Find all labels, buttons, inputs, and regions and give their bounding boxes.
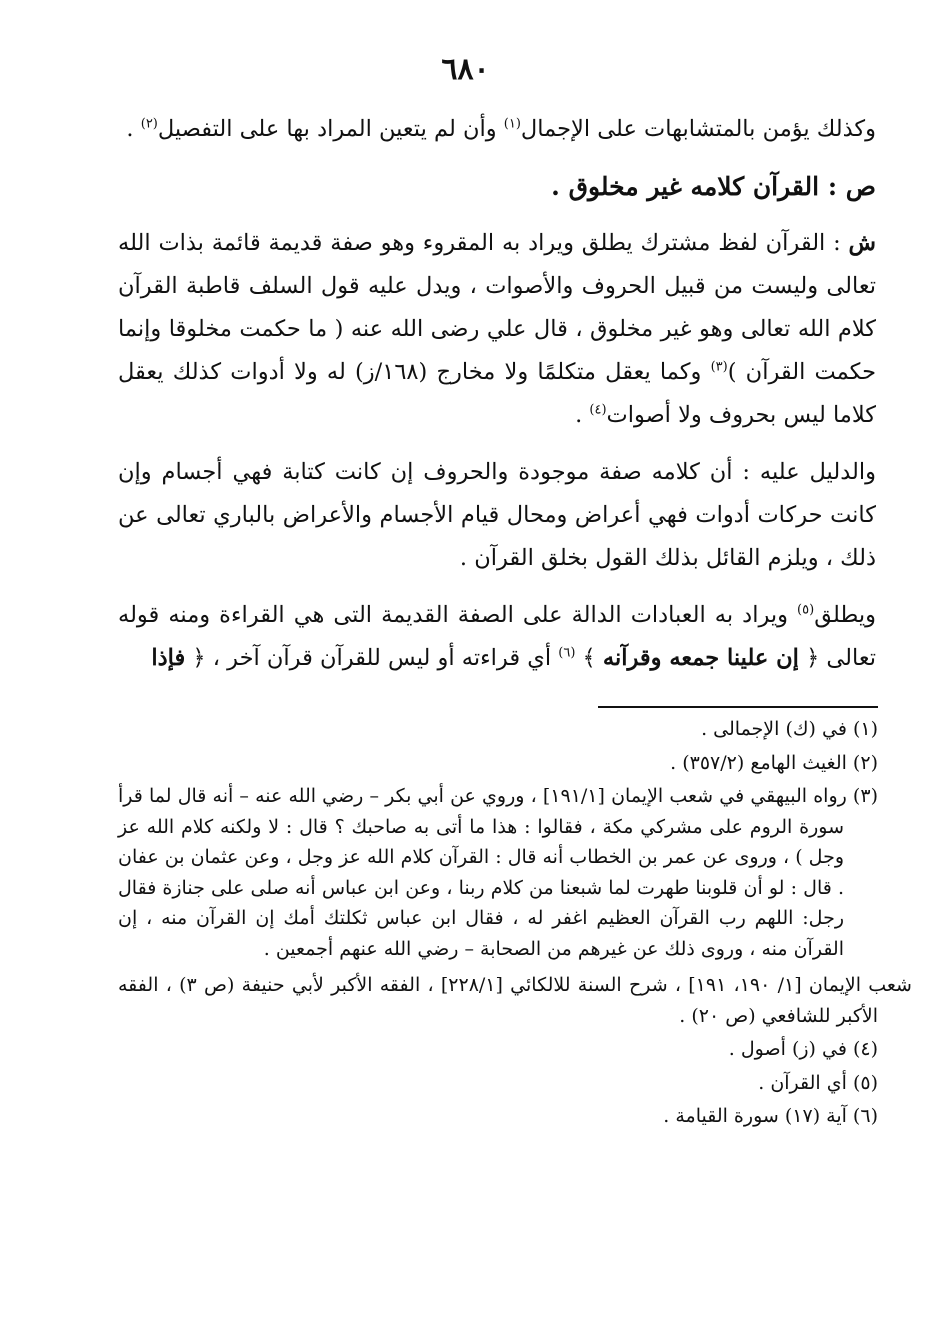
text-run: وكذلك يؤمن بالمتشابهات على الإجمال <box>520 116 876 142</box>
footnote-1: (١) في (ك) الإجمالى . <box>701 718 878 740</box>
commentary-marker: ش <box>848 230 876 256</box>
text-run: . <box>575 402 590 428</box>
footnote-2: (٢) الغيث الهامع (٣٥٧/٢) . <box>670 751 878 774</box>
paragraph-ambiguous-verses <box>118 108 876 151</box>
paragraph-evidence: والدليل عليه : أن كلامه صفة موجودة والحروف إن كانت كتابة فهي أجسام وإن كانت حركات أدوات فهي أعراض ومحال قيام الأجسام والأعراض بالباري تعالى عن ذلك ، ويلزم القائل بذلك القول بخلق القرآن . <box>118 459 876 571</box>
section-heading: ص : القرآن كلامه غير مخلوق . <box>551 172 876 201</box>
paragraph-recitation <box>118 594 876 680</box>
footnote-divider <box>598 706 878 708</box>
quran-verse: فإذا <box>151 645 186 671</box>
footnote-ref[interactable]: (٦) <box>558 645 576 661</box>
footnote-ref[interactable]: (٥) <box>797 602 815 618</box>
footnotes-section <box>118 714 912 1135</box>
footnote-ref[interactable]: (٤) <box>589 402 607 418</box>
text-run: : القرآن لفظ مشترك يطلق ويراد به المقروء وهو صفة قديمة قائمة بذات الله تعالى وليست من قبيل الحروف والأصوات ، ويدل عليه قول السلف قاطبة القرآن كلام الله تعالى وهو غير مخلوق ، قال علي رضى الله عنه ( ما حكمت مخلوقا وإنما حكمت القرآن ) <box>118 230 876 385</box>
text-run: أي قراءته أو ليس للقرآن قرآن آخر ، ﴿ <box>185 645 559 671</box>
footnote-4: (٤) في (ز) أصول . <box>728 1038 878 1060</box>
text-run: ويراد به العبادات الدالة على الصفة القديمة التى هي القراءة ومنه قوله تعالى ﴿ <box>118 602 876 671</box>
text-run: ﴾ <box>575 645 603 671</box>
text-run: ويطلق <box>814 602 876 628</box>
footnote-3: (٣) رواه البيهقي في شعب الإيمان [١٩١/١] ، وروي عن أبي بكر – رضي الله عنه – أنه قال لما قرأ سورة الروم على مشركي مكة ، فقالوا : هذا ما أتى به صاحبك ؟ قال : لا ولكنه كلام الله عز وجل ) ، وروى عن عمر بن الخطاب أنه قال : القرآن كلام الله عز وجل ، وعن عثمان بن عفان . قال : لو أن قلوبنا طهرت لما شبعنا من كلام ربنا ، وعن ابن عباس أنه صلى على جنازة فقال رجل: اللهم رب القرآن العظيم اغفر له ، فقال ابن عباس ثكلتك أمك إن القرآن منه ، إن القرآن منه ، وروى ذلك عن غيرهم من الصحابة – رضي الله عنهم أجمعين . <box>118 785 878 960</box>
page-number: ٦٨٠ <box>441 52 490 87</box>
footnote-ref[interactable]: (٣) <box>710 359 728 375</box>
footnote-6: (٦) آية (١٧) سورة القيامة . <box>663 1105 878 1127</box>
footnote-3-continued: شعب الإيمان [١/ ١٩٠، ١٩١] ، شرح السنة للالكائي [٢٢٨/١] ، الفقه الأكبر لأبي حنيفة (ص ٣) ، الفقه الأكبر للشافعي (ص ٢٠) . <box>118 974 912 1027</box>
quran-verse: إن علينا جمعه وقرآنه <box>602 645 799 671</box>
footnote-ref[interactable]: (١) <box>503 116 521 132</box>
text-run: وأن لم يتعين المراد بها على التفصيل <box>157 116 504 142</box>
text-run: وكما يعقل متكلمًا ولا مخارج (١٦٨/ز) له ولا أدوات كذلك يعقل كلاما ليس بحروف ولا أصوات <box>118 359 876 428</box>
text-run: . <box>126 116 141 142</box>
footnote-5: (٥) أي القرآن . <box>758 1071 878 1094</box>
paragraph-commentary <box>118 222 876 437</box>
main-text <box>118 108 876 680</box>
footnote-ref[interactable]: (٢) <box>140 116 158 132</box>
